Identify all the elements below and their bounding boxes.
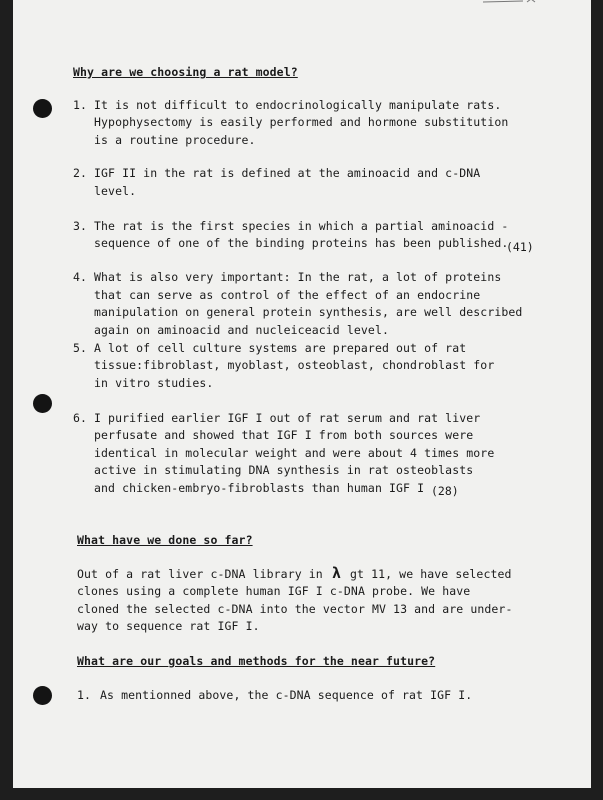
item-line: level. (94, 184, 137, 198)
item-line: The rat is the first species in which a partial aminoacid - (94, 219, 509, 233)
item-line: I purified earlier IGF I out of rat serum and rat liver (94, 411, 481, 425)
item-number: 1. (77, 688, 92, 702)
item-line: As mentionned above, the c-DNA sequence of rat IGF I. (100, 688, 473, 702)
citation-ref: (41) (506, 240, 534, 254)
item-line: perfusate and showed that IGF I from both sources were (94, 428, 474, 442)
item-line: and chicken-embryo-fibroblasts than human IGF I (94, 481, 425, 495)
item-number: 4. (73, 270, 88, 284)
item-line: What is also very important: In the rat, a lot of proteins (94, 270, 502, 284)
item-line: active in stimulating DNA synthesis in rat osteoblasts (94, 463, 474, 477)
item-line: A lot of cell culture systems are prepared out of rat (94, 341, 467, 355)
item-line: again on aminoacid and nucleiceacid level. (94, 323, 389, 337)
document-page (13, 0, 591, 788)
item-line: It is not difficult to endocrinologically manipulate rats. (94, 98, 502, 112)
top-edge-mark (483, 0, 543, 4)
punch-hole-middle (33, 394, 52, 413)
citation-ref: (28) (431, 484, 459, 498)
punch-hole-bottom (33, 686, 52, 705)
item-number: 3. (73, 219, 88, 233)
paragraph-line: cloned the selected c-DNA into the vector MV 13 and are under- (77, 602, 513, 616)
section-heading-rat-model: Why are we choosing a rat model? (73, 65, 298, 79)
item-line: identical in molecular weight and were about 4 times more (94, 446, 495, 460)
item-line: in vitro studies. (94, 376, 214, 390)
item-line: is a routine procedure. (94, 133, 256, 147)
lambda-symbol: λ (332, 564, 342, 582)
item-line: IGF II in the rat is defined at the aminoacid and c-DNA (94, 166, 481, 180)
item-line: Hypophysectomy is easily performed and hormone substitution (94, 115, 509, 129)
item-number: 1. (73, 98, 88, 112)
paragraph-line: way to sequence rat IGF I. (77, 619, 260, 633)
item-number: 2. (73, 166, 88, 180)
section-heading-goals-methods: What are our goals and methods for the near future? (77, 654, 436, 668)
section-heading-done-so-far: What have we done so far? (77, 533, 253, 547)
punch-hole-top (33, 99, 52, 118)
paragraph-line: gt 11, we have selected (350, 567, 512, 581)
item-line: that can serve as control of the effect of an endocrine (94, 288, 481, 302)
item-line: manipulation on general protein synthesis, are well described (94, 305, 523, 319)
paragraph-line: clones using a complete human IGF I c-DNA probe. We have (77, 584, 471, 598)
paragraph-line: Out of a rat liver c-DNA library in (77, 567, 323, 581)
item-number: 5. (73, 341, 88, 355)
item-line: tissue:fibroblast, myoblast, osteoblast, chondroblast for (94, 358, 495, 372)
item-line: sequence of one of the binding proteins has been published. (94, 236, 509, 250)
item-number: 6. (73, 411, 88, 425)
